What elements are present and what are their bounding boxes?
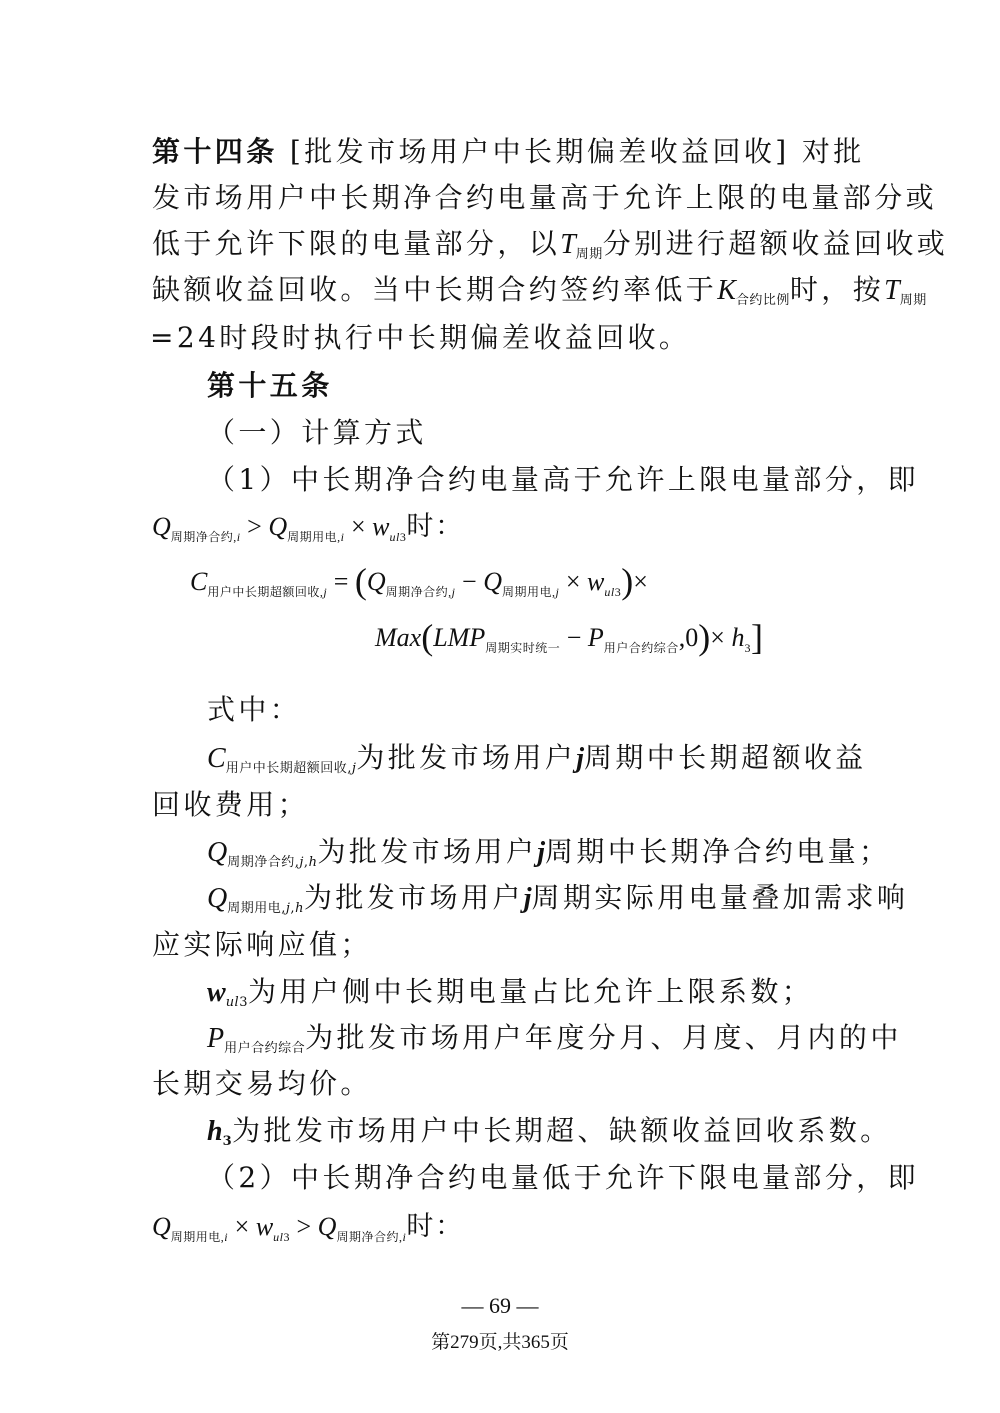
text: 为批发市场用户年度分月、月度、月内的中 [305, 1021, 902, 1054]
text: 周期中长期超额收益 [583, 741, 867, 774]
subscript: 合约比例 [735, 293, 790, 308]
text: 为批发市场用户中长期超、缺额收益回收系数。 [232, 1114, 892, 1147]
article14-line5: =24时段时执行中长期偏差收益回收。 [150, 321, 691, 354]
text: 分别进行超额收益回收或 [602, 227, 949, 260]
shizhong: 式中： [207, 693, 302, 726]
subscript: 用户中长期超额回收 [207, 585, 320, 599]
article15-title: 第十五条 [207, 369, 333, 402]
formula-line2: $Max(LMP_{周期实时统一} - P_{用户合约综合},0)\times h_3$] [375, 617, 763, 657]
formula-line1: $C_{用户中长期超额回收,j} = (Q_{周期净合约,j} - Q_{周期用电,j} \times w_{ul3})\times$ [190, 561, 648, 601]
subscript: 周期用电 [170, 1230, 221, 1244]
symbol-T: T [884, 275, 900, 306]
def2-line: $Q_{周期净合约,j,h}$为批发市场用户j周期中长期净合约电量； [207, 835, 891, 870]
text: 时，按 [789, 273, 885, 306]
text: 时： [406, 1211, 465, 1242]
text: 周期实际用电量叠加需求响 [531, 881, 909, 914]
text: 为批发市场用户 [356, 741, 577, 774]
subscript: 周期 [899, 293, 927, 308]
item2-line: （2）中长期净合约电量低于允许下限电量部分，即 [207, 1161, 920, 1194]
article14-line2: 发市场用户中长期净合约电量高于允许上限的电量部分或 [152, 181, 938, 214]
def3-line2: 应实际响应值； [152, 928, 372, 961]
article14-line4 [152, 270, 927, 321]
article14-line1 [152, 132, 865, 172]
article14-line3 [152, 224, 949, 275]
text: 为批发市场用户 [303, 881, 524, 914]
def6-line: $h_3$为批发市场用户中长期超、缺额收益回收系数。 [207, 1114, 892, 1149]
def3-line1: $Q_{周期用电,j,h}$为批发市场用户j周期实际用电量叠加需求响 [207, 881, 909, 916]
text: 为用户侧中长期电量占比允许上限系数； [248, 975, 814, 1008]
subscript: 周期净合约 [336, 1230, 399, 1244]
symbol-K: K [717, 275, 736, 306]
subscript: 用户合约综合 [224, 1041, 306, 1056]
text: 时： [406, 511, 465, 542]
def4-line: $w_{ul3}$为用户侧中长期电量占比允许上限系数； [207, 975, 814, 1010]
subscript: 周期 [575, 247, 603, 262]
subscript: 周期实时统一 [485, 641, 561, 655]
def5-line2: 长期交易均价。 [152, 1067, 372, 1100]
condition2: $Q_{周期用电,i} \times w_{ul3} > Q_{周期净合约,i}$时： [152, 1211, 465, 1244]
text: 为批发市场用户 [317, 835, 538, 868]
text: 缺额收益回收。当中长期合约签约率低于 [152, 273, 718, 306]
page-info: 第279页,共365页 [431, 1332, 569, 1353]
section-heading: （一）计算方式 [207, 416, 427, 449]
item1-line: （1）中长期净合约电量高于允许上限电量部分，即 [207, 463, 920, 496]
subscript: 周期净合约 [385, 585, 449, 599]
text: 低于允许下限的电量部分，以 [152, 227, 561, 260]
page-number: — 69 — [461, 1293, 539, 1318]
condition1: $Q_{周期净合约,i} > Q_{周期用电,i} \times w_{ul3}$时： [152, 511, 465, 544]
text: 对批 [801, 135, 865, 168]
subscript: 用户中长期超额回收 [225, 761, 348, 776]
symbol-T: T [560, 229, 576, 260]
subscript: 用户合约综合 [603, 641, 679, 655]
article14-heading: [批发市场用户中长期偏差收益回收] [289, 135, 790, 168]
article14-title: 第十四条 [152, 135, 278, 168]
subscript: 周期用电 [227, 901, 282, 916]
text: ,0 [678, 623, 699, 652]
subscript: 周期净合约 [170, 530, 234, 544]
lmp-symbol: LMP [433, 623, 486, 652]
subscript: 周期用电 [287, 530, 338, 544]
max-function: Max [375, 623, 422, 652]
text: 周期中长期净合约电量； [545, 835, 891, 868]
subscript: 周期用电 [501, 585, 552, 599]
def1-line2: 回收费用； [152, 788, 310, 821]
def5-line1: $P_{用户合约综合}$为批发市场用户年度分月、月度、月内的中 [207, 1021, 902, 1056]
subscript: 周期净合约 [227, 855, 295, 870]
def1-line1: $C_{用户中长期超额回收,j}$为批发市场用户j周期中长期超额收益 [207, 741, 867, 776]
